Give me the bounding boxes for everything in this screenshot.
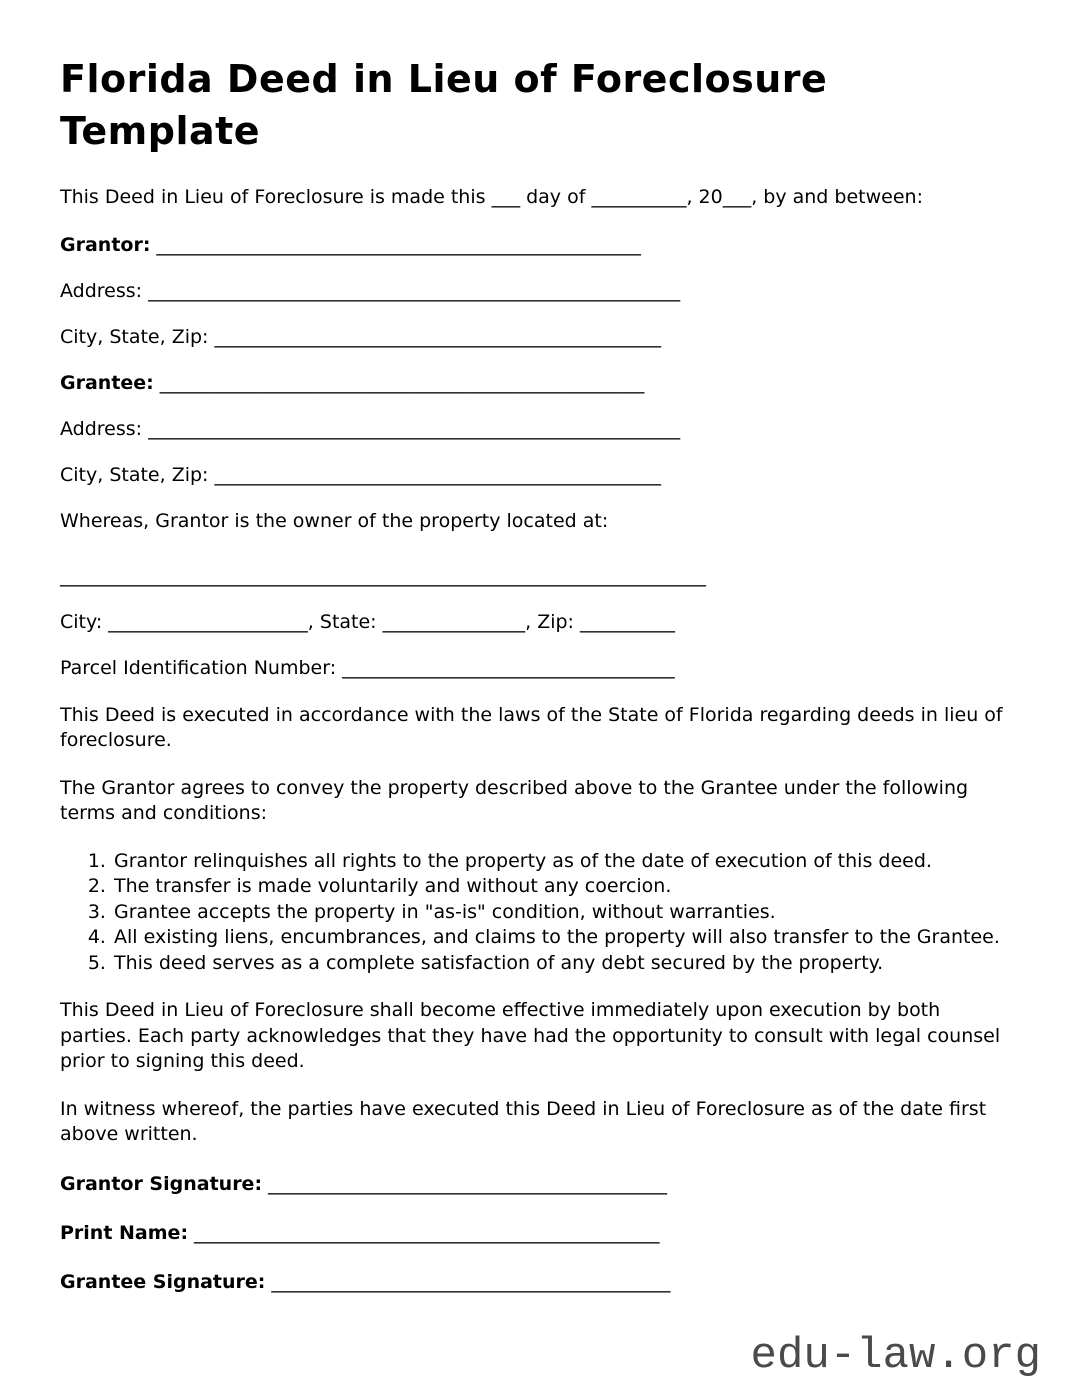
grantor-city-state-zip-blank-line: _______________________________________________: [214, 325, 661, 348]
terms-item-5: 5. This deed serves as a complete satisfaction of any debt secured by the property.: [112, 951, 1015, 977]
grantee-signature-blank-line: __________________________________________: [271, 1270, 671, 1293]
page-title: Florida Deed in Lieu of Foreclosure Template: [60, 57, 828, 153]
edu-law-watermark: edu-law.org: [750, 1331, 1041, 1381]
property-section: [60, 509, 1015, 681]
grantor-blank-line: ___________________________________________________: [156, 233, 641, 256]
parcel-number-label: Parcel Identification Number:: [60, 656, 337, 679]
parties-section: [60, 233, 1015, 488]
grantor-address-label: Address:: [60, 279, 143, 302]
grantee-address-blank-line: ________________________________________________________: [148, 417, 681, 440]
print-name-blank-line: _________________________________________________: [194, 1221, 660, 1244]
signatures-section: [60, 1172, 1015, 1295]
terms-item-4: 4. All existing liens, encumbrances, and claims to the property will also transfer to the Grantee.: [112, 925, 1015, 951]
grantee-blank-line: ___________________________________________________: [159, 371, 645, 394]
convey-clause-paragraph: The Grantor agrees to convey the property described above to the Grantee under the following terms and conditions:: [60, 776, 969, 825]
grantee-city-state-zip-blank-line: _______________________________________________: [214, 463, 661, 486]
property-city-state-zip-line: City: _____________________, State: _______________, Zip: __________: [60, 610, 675, 633]
grantee-city-state-zip-label: City, State, Zip:: [60, 463, 209, 486]
grantor-address-blank-line: ________________________________________________________: [148, 279, 681, 302]
terms-list: [60, 849, 1015, 977]
grantee-address-line: [60, 417, 1015, 442]
grantee-signature-line: [60, 1270, 1015, 1295]
grantee-city-state-zip-line: [60, 463, 1015, 488]
terms-item-2: 2. The transfer is made voluntarily and without any coercion.: [112, 874, 1015, 900]
grantor-address-line: [60, 279, 1015, 304]
property-address-blank-line: ____________________________________________________________________: [60, 564, 706, 587]
grantor-label: Grantor:: [60, 233, 151, 256]
grantor-city-state-zip-label: City, State, Zip:: [60, 325, 209, 348]
whereas-line: Whereas, Grantor is the owner of the property located at:: [60, 509, 609, 532]
grantee-signature-label: Grantee Signature:: [60, 1270, 266, 1293]
grantee-label: Grantee:: [60, 371, 154, 394]
terms-item-3: 3. Grantee accepts the property in "as-is" condition, without warranties.: [112, 900, 1015, 926]
parcel-number-blank-line: ___________________________________: [342, 656, 675, 679]
parcel-number-line: [60, 656, 1015, 681]
grantor-signature-label: Grantor Signature:: [60, 1172, 263, 1195]
witness-paragraph: In witness whereof, the parties have executed this Deed in Lieu of Foreclosure as of the date first above written.: [60, 1097, 987, 1146]
grantee-line: [60, 371, 1015, 396]
grantor-city-state-zip-line: [60, 325, 1015, 350]
grantee-address-label: Address:: [60, 417, 143, 440]
print-name-line: [60, 1221, 1015, 1246]
grantor-signature-blank-line: __________________________________________: [268, 1172, 668, 1195]
effective-paragraph: This Deed in Lieu of Foreclosure shall become effective immediately upon execution by both parties. Each party acknowledges that they have had the opportunity to consult with legal counsel prior to signing this deed.: [60, 999, 1001, 1073]
terms-item-1: 1. Grantor relinquishes all rights to the property as of the date of execution of this deed.: [112, 849, 1015, 875]
law-clause-paragraph: This Deed is executed in accordance with the laws of the State of Florida regarding deeds in lieu of foreclosure.: [60, 703, 1003, 752]
intro-paragraph: This Deed in Lieu of Foreclosure is made this ___ day of __________, 20___, by and between:: [60, 186, 923, 209]
grantor-line: [60, 233, 1015, 258]
grantor-signature-line: [60, 1172, 1015, 1197]
print-name-label: Print Name:: [60, 1221, 189, 1244]
